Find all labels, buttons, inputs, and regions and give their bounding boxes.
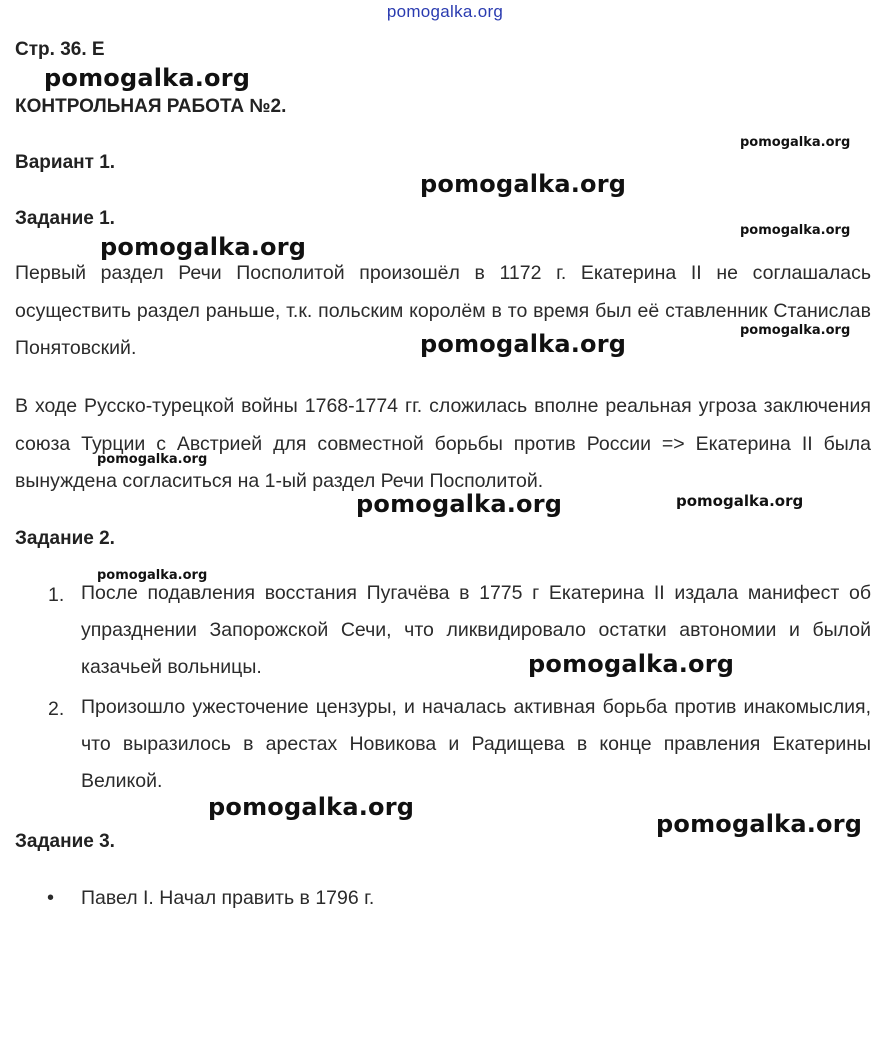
watermark: pomogalka.org <box>97 452 208 467</box>
watermark: pomogalka.org <box>656 810 863 838</box>
variant-heading: Вариант 1. <box>15 152 116 173</box>
watermark: pomogalka.org <box>208 793 415 821</box>
watermark: pomogalka.org <box>740 323 851 338</box>
redaction-mask <box>110 38 380 64</box>
watermark: pomogalka.org <box>420 170 627 198</box>
bullet-marker: • <box>47 887 55 909</box>
document-title: КОНТРОЛЬНАЯ РАБОТА №2. <box>15 96 287 117</box>
task3-bullet-item: Павел I. Начал править в 1796 г. <box>81 887 375 909</box>
watermark: pomogalka.org <box>100 233 307 261</box>
list-number-1: 1. <box>48 584 65 606</box>
task2-item-1: После подавления восстания Пугачёва в 1775 г Екатерина II издала манифест об упразднении Запорожской Сечи, что ликвидировало остатки автономии и былой казачьей вольницы. <box>81 582 871 678</box>
task1-paragraph-2: В ходе Русско-турецкой войны 1768-1774 гг. сложилась вполне реальная угроза заключения союза Турции с Австрией для совместной борьбы против России => Екатерина II была вынуждена согласиться на 1-ый раздел Речи Посполитой. <box>15 395 871 492</box>
task2-item-2: Произошло ужесточение цензуры, и началась активная борьба против инакомыслия, что выразилось в арестах Новикова и Радищева в конце правления Екатерины Великой. <box>81 696 871 792</box>
list-number-2: 2. <box>48 698 65 720</box>
watermark: pomogalka.org <box>97 568 208 583</box>
watermark: pomogalka.org <box>356 490 563 518</box>
watermark: pomogalka.org <box>740 135 851 150</box>
page-reference: Стр. 36. Е <box>15 39 105 60</box>
task3-heading: Задание 3. <box>15 831 115 852</box>
watermark: pomogalka.org <box>44 64 251 92</box>
watermark: pomogalka.org <box>740 223 851 238</box>
watermark: pomogalka.org <box>420 330 627 358</box>
task1-heading: Задание 1. <box>15 208 115 229</box>
task2-heading: Задание 2. <box>15 528 115 549</box>
task1-paragraph-1: Первый раздел Речи Посполитой произошёл в 1172 г. Екатерина II не соглашалась осуществить раздел раньше, т.к. польским королём в то время был её ставленник Станислав Понятовский. <box>15 262 871 359</box>
top-watermark: pomogalka.org <box>386 2 504 21</box>
watermark: pomogalka.org <box>528 650 735 678</box>
watermark: pomogalka.org <box>676 492 804 510</box>
